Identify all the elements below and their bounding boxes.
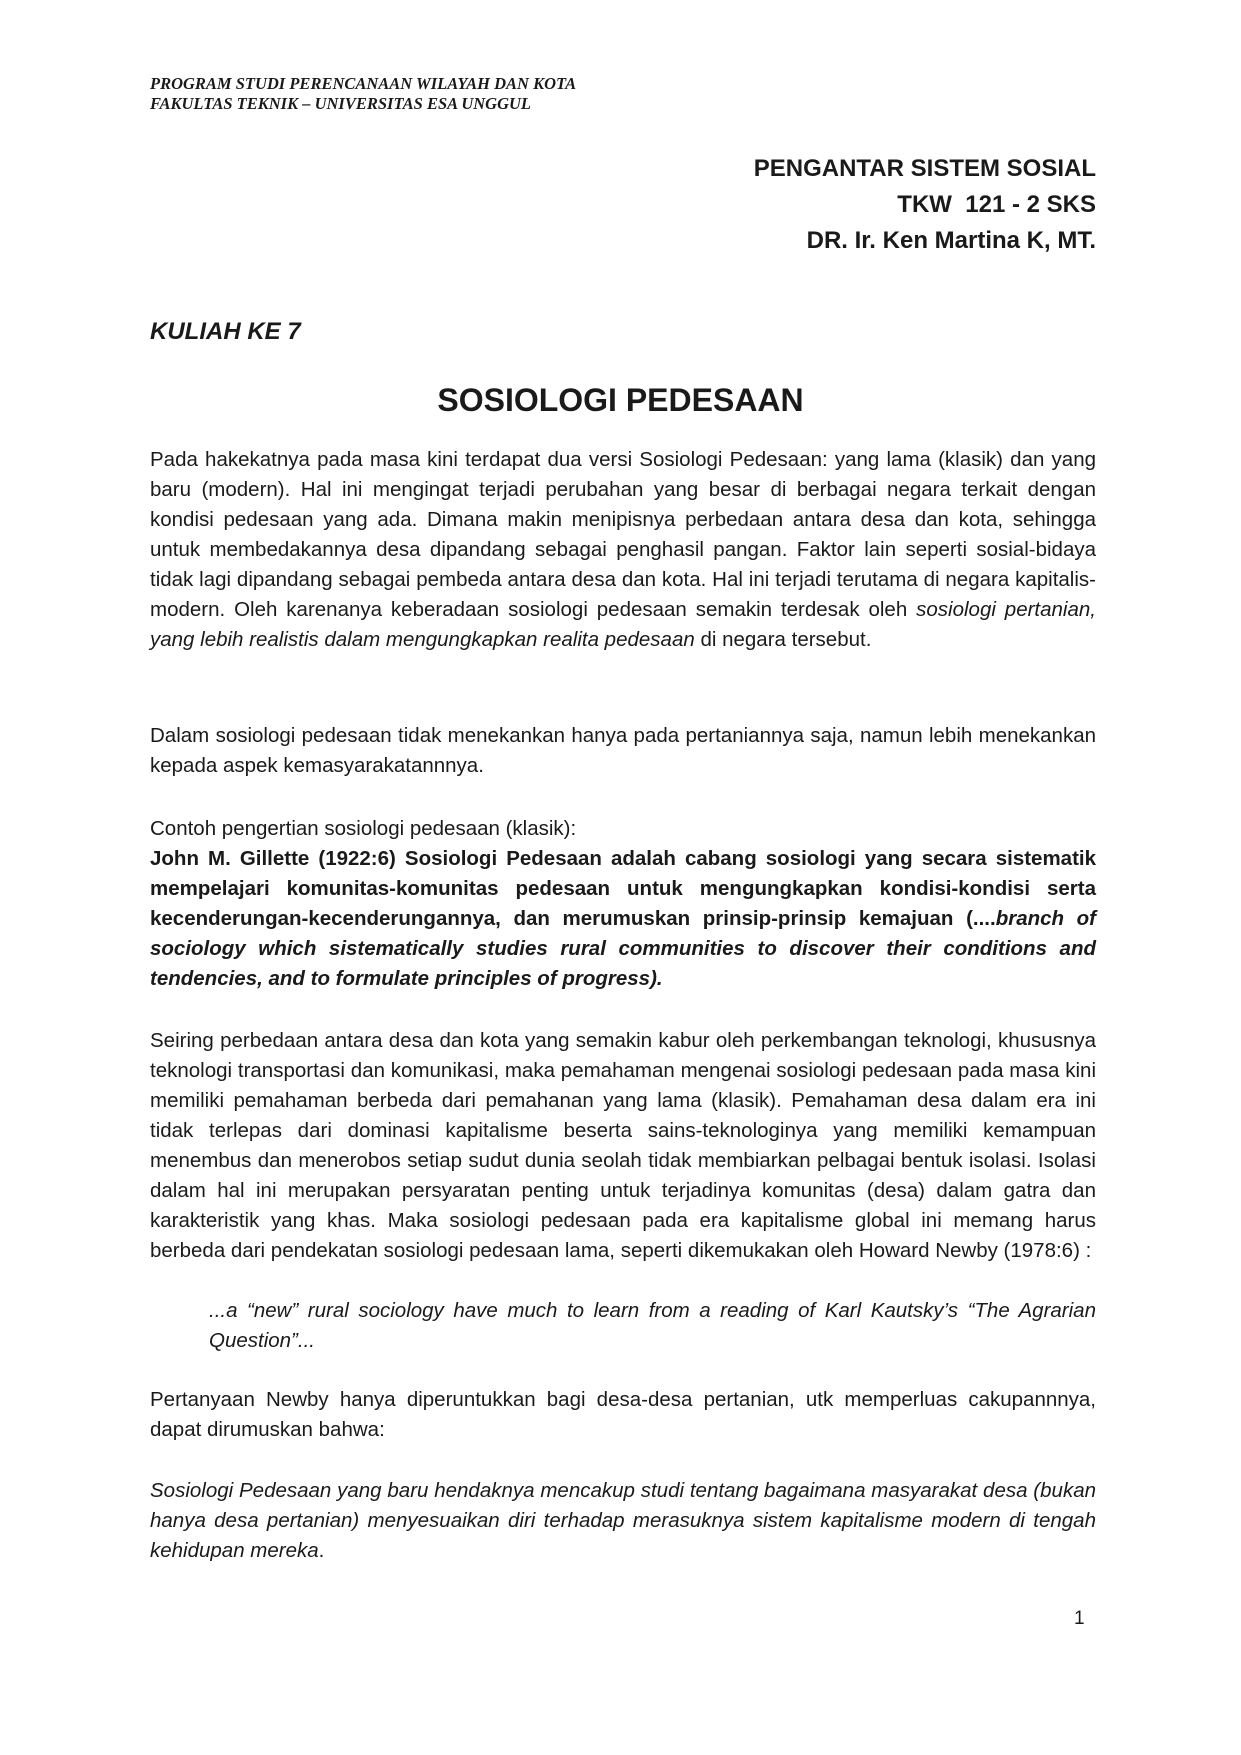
paragraph-1 [150, 445, 1096, 655]
lecture-number: KULIAH KE 7 [150, 318, 301, 345]
header-faculty: FAKULTAS TEKNIK – UNIVERSITAS ESA UNGGUL [150, 94, 532, 113]
course-name: PENGANTAR SISTEM SOSIAL [753, 155, 1096, 182]
page-title: SOSIOLOGI PEDESAAN [437, 382, 804, 418]
paragraph-6-end: . [318, 1539, 325, 1562]
course-lecturer: DR. Ir. Ken Martina K, MT. [806, 227, 1096, 254]
definition-gillette: John M. Gillette (1922:6) Sosiologi Pedesaan adalah cabang sosiologi yang secara sistematik mempelajari komunitas-komunitas pedesaan untuk mengungkapkan kondisi-kondisi serta kecenderungan-kecenderungannya, dan merumuskan prinsip-prinsip kemajuan (.... [150, 847, 1096, 930]
institution-header [150, 74, 576, 114]
course-code: TKW 121 - 2 SKS [897, 191, 1096, 218]
paragraph-4: Seiring perbedaan antara desa dan kota yang semakin kabur oleh perkembangan teknologi, khususnya teknologi transportasi dan komunikasi, maka pemahaman mengenai sosiologi pedesaan pada masa kini memiliki pemahaman berbeda dari pemahanan yang lama (klasik). Pemahaman desa dalam era ini tidak terlepas dari dominasi kapitalisme beserta sains-teknologinya yang memiliki kemampuan menembus dan menerobos setiap sudut dunia seolah tidak membiarkan pelbagai bentuk isolasi. Isolasi dalam hal ini merupakan persyaratan penting untuk terjadinya komunitas (desa) dalam gatra dan karakteristik yang khas. Maka sosiologi pedesaan pada era kapitalisme global ini memang harus berbeda dari pendekatan sosiologi pedesaan lama, seperti dikemukakan oleh Howard Newby (1978:6) : [150, 1029, 1096, 1262]
paragraph-6 [150, 1476, 1096, 1566]
paragraph-5: Pertanyaan Newby hanya diperuntukkan bagi desa-desa pertanian, utk memperluas cakupannnya, dapat dirumuskan bahwa: [150, 1388, 1096, 1441]
paragraph-1-end: di negara tersebut. [694, 628, 872, 651]
paragraph-2: Dalam sosiologi pedesaan tidak menekankan hanya pada pertaniannya saja, namun lebih menekankan kepada aspek kemasyarakatannnya. [150, 724, 1096, 777]
newby-quote: ...a “new” rural sociology have much to learn from a reading of Karl Kautsky’s “The Agrarian Question”... [209, 1299, 1096, 1352]
course-info [754, 151, 1096, 259]
paragraph-6-italic: Sosiologi Pedesaan yang baru hendaknya mencakup studi tentang bagaimana masyarakat desa (bukan hanya desa pertanian) menyesuaikan diri terhadap merasuknya sistem kapitalisme modern di tengah kehidupan mereka [150, 1479, 1096, 1562]
page-number: 1 [1074, 1608, 1085, 1629]
definition-gillette-english: branch of sociology which sistematically studies rural communities to discover their conditions and tendencies, and to formulate principles of progress). [150, 907, 1096, 990]
paragraph-1-italic: sosiologi pertanian, yang lebih realistis dalam mengungkapkan realita pedesaan [150, 598, 1096, 651]
paragraph-1-text: Pada hakekatnya pada masa kini terdapat dua versi Sosiologi Pedesaan: yang lama (klasik) dan yang baru (modern). Hal ini mengingat terjadi perubahan yang besar di berbagai negara terkait dengan kondisi pedesaan yang ada. Dimana makin menipisnya perbedaan antara desa dan kota, sehingga untuk membedakannya desa dipandang sebagai penghasil pangan. Faktor lain seperti sosial-bidaya tidak lagi dipandang sebagai pembeda antara desa dan kota. Hal ini terjadi terutama di negara kapitalis-modern. Oleh karenanya keberadaan sosiologi pedesaan semakin terdesak oleh [150, 448, 1096, 621]
paragraph-3 [150, 814, 1096, 994]
header-program: PROGRAM STUDI PERENCANAAN WILAYAH DAN KOTA [150, 74, 577, 93]
paragraph-3-intro: Contoh pengertian sosiologi pedesaan (klasik): [150, 817, 577, 840]
